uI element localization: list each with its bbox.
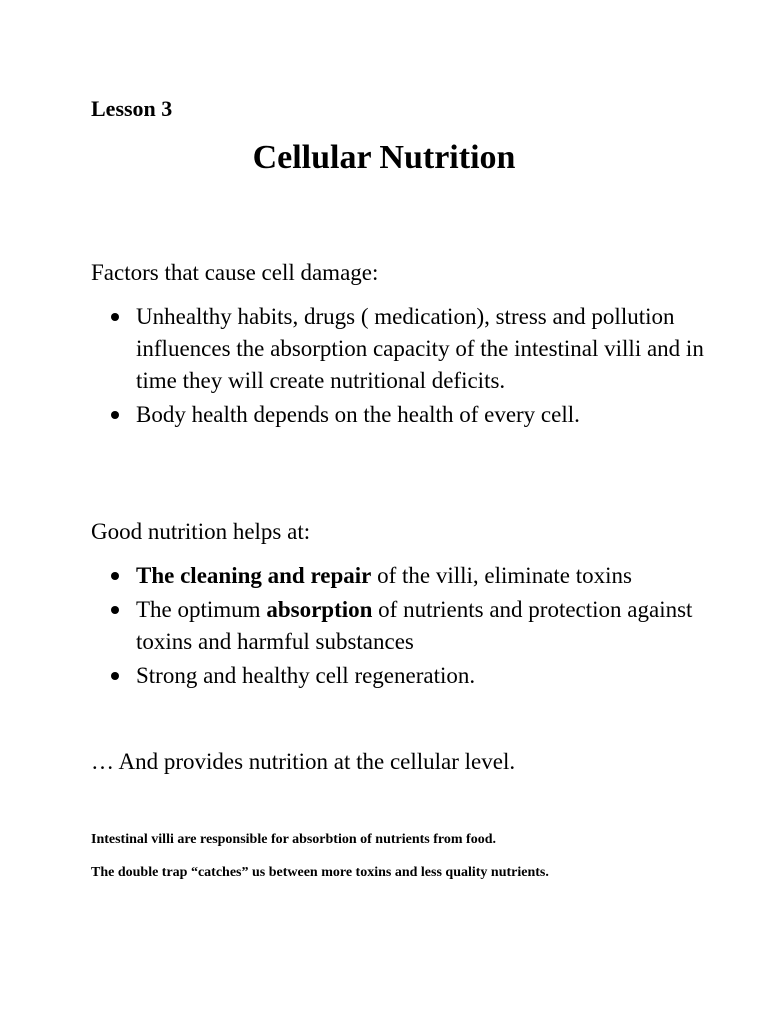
list-item: [91, 660, 711, 692]
nutrition-benefits-list: [91, 560, 711, 694]
list-item-text: Strong and healthy cell regeneration.: [136, 663, 476, 688]
bullet-icon: [111, 606, 119, 614]
cell-damage-list: [91, 301, 711, 433]
bullet-icon: [111, 672, 119, 680]
bullet-icon: [111, 313, 119, 321]
bullet-icon: [111, 411, 119, 419]
footnote: Intestinal villi are responsible for absorbtion of nutrients from food.: [91, 832, 496, 847]
list-item: [91, 560, 711, 592]
lesson-label: Lesson 3: [91, 96, 173, 121]
section2-intro: Good nutrition helps at:: [91, 519, 311, 544]
list-item: [91, 399, 711, 431]
list-item-bold-text: absorption: [266, 597, 373, 622]
list-item: [91, 301, 711, 397]
list-item-text: of nutrients and protection against toxins and harmful substances: [136, 597, 693, 654]
list-item: [91, 594, 711, 658]
page-title: Cellular Nutrition: [252, 139, 516, 176]
list-item-text: Unhealthy habits, drugs ( medication), stress and pollution influences the absorption capacity of the intestinal villi and in time they will create nutritional deficits.: [136, 304, 704, 393]
footnote: The double trap “catches” us between more toxins and less quality nutrients.: [91, 865, 549, 880]
list-item-text: The optimum: [136, 597, 267, 622]
list-item-text: of the villi, eliminate toxins: [371, 563, 632, 588]
section1-intro: Factors that cause cell damage:: [91, 260, 379, 285]
list-item-bold-text: The cleaning and repair: [136, 563, 372, 588]
list-item-text: Body health depends on the health of every cell.: [136, 402, 580, 427]
bullet-icon: [111, 572, 119, 580]
closing-line: … And provides nutrition at the cellular level.: [91, 749, 516, 774]
